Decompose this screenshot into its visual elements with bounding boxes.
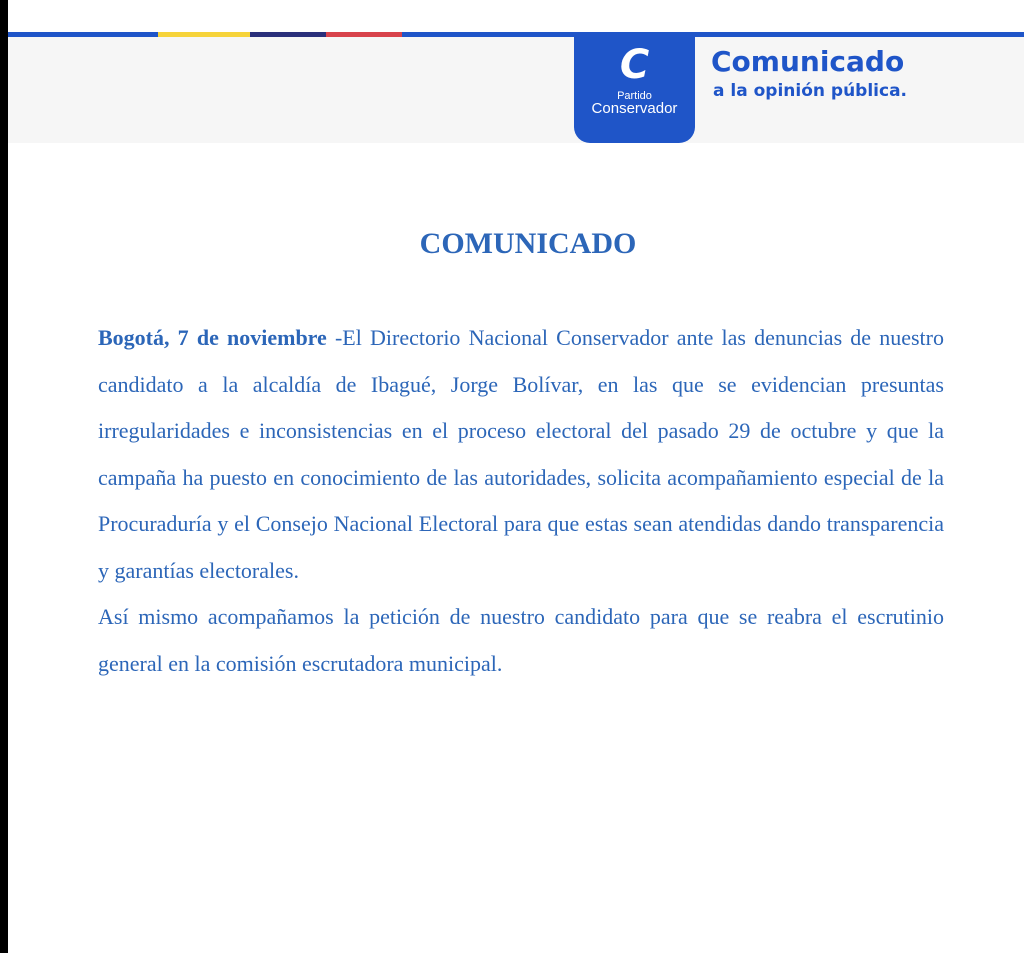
dateline: Bogotá, 7 de noviembre: [98, 325, 327, 350]
party-logo-icon: C: [619, 42, 650, 88]
document-title: COMUNICADO: [419, 227, 637, 260]
paragraph-1-text: -El Directorio Nacional Conservador ante las denuncias de nuestro candidato a la alcaldía de Ibagué, Jorge Bolívar, en las que se evidencian presuntas irregularidades e inconsistencias en el proceso electoral del pasado 29 de octubre y que la campaña ha puesto en conocimiento de las autoridades, solicita acompañamiento especial de la Procuraduría y el Consejo Nacional Electoral para que estas sean atendidas dando transparencia y garantías electorales.: [98, 325, 944, 583]
rule-navy-segment: [250, 32, 326, 37]
rule-red-segment: [326, 32, 402, 37]
document-page: [8, 0, 1024, 953]
header-subtitle: a la opinión pública.: [713, 81, 908, 101]
rule-blue-segment-right: [402, 32, 1024, 37]
paragraph-2: Así mismo acompañamos la petición de nuestro candidato para que se reabra el escrutinio general en la comisión escrutadora municipal.: [98, 604, 944, 676]
party-logo: [574, 36, 695, 143]
header-title: Comunicado: [711, 45, 905, 78]
logo-label-small: Partido: [617, 90, 652, 102]
rule-blue-segment: [8, 32, 158, 37]
rule-yellow-segment: [158, 32, 250, 37]
paragraph-1: [98, 315, 944, 594]
document-body: [98, 315, 944, 687]
logo-label-big: Conservador: [591, 100, 678, 117]
top-color-rule: [8, 32, 1024, 37]
